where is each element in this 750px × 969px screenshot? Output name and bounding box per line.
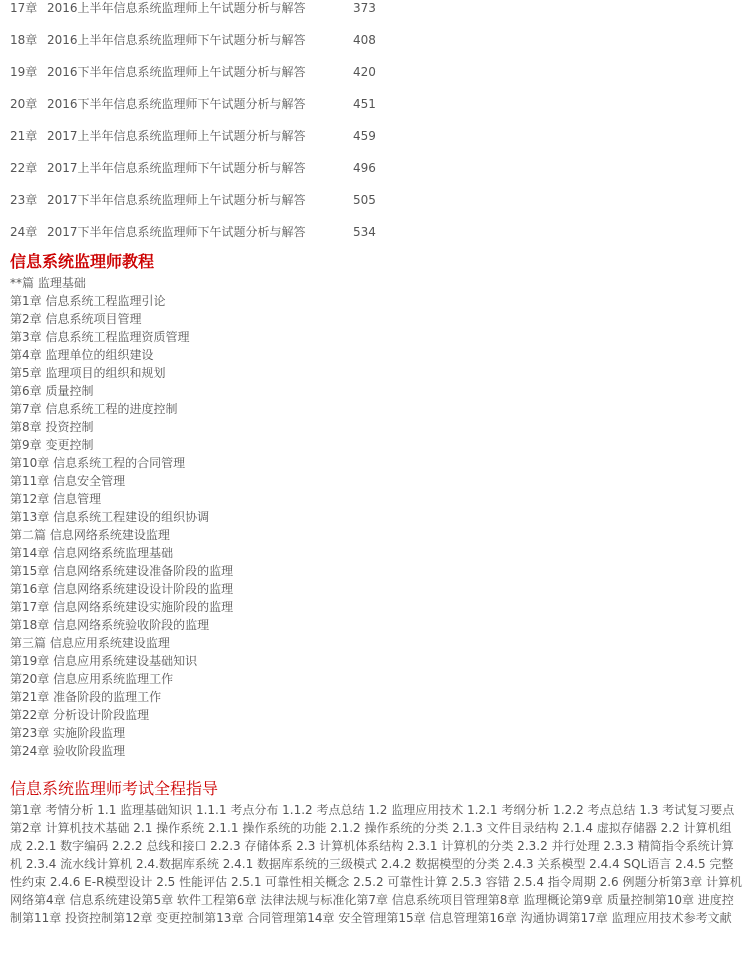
book1-list-item: 第17章 信息网络系统建设实施阶段的监理 <box>10 600 234 614</box>
toc-chapter-title: 2017下半年信息系统监理师上午试题分析与解答 <box>47 193 306 207</box>
toc-chapter-title: 2017上半年信息系统监理师上午试题分析与解答 <box>47 129 306 143</box>
book1-list-item: 第16章 信息网络系统建设设计阶段的监理 <box>10 582 234 596</box>
toc-chapter-number: 19章 <box>10 65 38 79</box>
document <box>10 0 742 927</box>
toc-chapter-number: 20章 <box>10 97 38 111</box>
book1-list-item: 第13章 信息系统工程建设的组织协调 <box>10 510 210 524</box>
book1-list-item: 第14章 信息网络系统监理基础 <box>10 546 174 560</box>
book1-list-item: 第11章 信息安全管理 <box>10 474 126 488</box>
book1-list-item: 第二篇 信息网络系统建设监理 <box>10 528 170 542</box>
toc-page-number: 373 <box>353 1 376 15</box>
toc-chapter-title: 2016下半年信息系统监理师上午试题分析与解答 <box>47 65 306 79</box>
book1-list-item: 第3章 信息系统工程监理资质管理 <box>10 330 190 344</box>
book2-section <box>10 779 742 927</box>
book1-list-item: 第10章 信息系统工程的合同管理 <box>10 456 186 470</box>
toc-chapter-number: 18章 <box>10 33 38 47</box>
book1-list-item: 第19章 信息应用系统建设基础知识 <box>10 654 198 668</box>
book1-list-item: 第8章 投资控制 <box>10 420 94 434</box>
toc-row <box>10 64 742 96</box>
book1-list-item: 第9章 变更控制 <box>10 438 94 452</box>
book1-list-item: 第21章 准备阶段的监理工作 <box>10 690 162 704</box>
book1-list-item: 第4章 监理单位的组织建设 <box>10 348 154 362</box>
toc-page-number: 420 <box>353 65 376 79</box>
toc-chapter-number: 17章 <box>10 1 38 15</box>
book1-list-item: 第5章 监理项目的组织和规划 <box>10 366 166 380</box>
toc-page-number: 408 <box>353 33 376 47</box>
toc-row <box>10 32 742 64</box>
toc-page-number: 459 <box>353 129 376 143</box>
toc-row <box>10 160 742 192</box>
book1-list-item: 第20章 信息应用系统监理工作 <box>10 672 174 686</box>
toc-chapter-title: 2017下半年信息系统监理师下午试题分析与解答 <box>47 225 306 239</box>
book1-title: 信息系统监理师教程 <box>10 252 155 271</box>
book1-list-item: 第2章 信息系统项目管理 <box>10 312 142 326</box>
book1-contents <box>10 274 742 760</box>
book2-title: 信息系统监理师考试全程指导 <box>10 779 219 798</box>
book1-list-item: 第1章 信息系统工程监理引论 <box>10 294 166 308</box>
toc-row <box>10 96 742 128</box>
toc-row <box>10 192 742 224</box>
book1-list-item: 第7章 信息系统工程的进度控制 <box>10 402 178 416</box>
toc-chapter-title: 2016下半年信息系统监理师下午试题分析与解答 <box>47 97 306 111</box>
toc-chapter-number: 24章 <box>10 225 38 239</box>
toc-row <box>10 128 742 160</box>
toc-chapter-title: 2017上半年信息系统监理师下午试题分析与解答 <box>47 161 306 175</box>
toc-chapter-number: 21章 <box>10 129 38 143</box>
toc-page-number: 451 <box>353 97 376 111</box>
toc-page-number: 534 <box>353 225 376 239</box>
toc-chapter-title: 2016上半年信息系统监理师上午试题分析与解答 <box>47 1 306 15</box>
toc-chapter-title: 2016上半年信息系统监理师下午试题分析与解答 <box>47 33 306 47</box>
toc-page-number: 505 <box>353 193 376 207</box>
book2-contents: 第1章 考情分析 1.1 监理基础知识 1.1.1 考点分布 1.1.2 考点总结 1.2 监理应用技术 1.2.1 考纲分析 1.2.2 考点总结 1.3 考试复习要点第2章 计算机技术基础 2.1 操作系统 2.1.1 操作系统的功能 2.1.2 操作系统的分类 2.1.3 文件目录结构 2.1.4 虚拟存储器 2.2 计算机组成 2.2.1 数字编码 2.2.2 总线和接口 2.2.3 存储体系 2.3 计算机体系结构 2.3.1 计算机的分类 2.3.2 并行处理 2.3.3 精简指令系统计算机 2.3.4 流水线计算机 2.4.数据库系统 2.4.1 数据库系统的三级模式 2.4.2 数据模型的分类 2.4.3 关系模型 2.4.4 SQL语言 2.4.5 完整性约束 2.4.6 E-R模型设计 2.5 性能评估 2.5.1 可靠性相关概念 2.5.2 可靠性计算 2.5.3 容错 2.5.4 指令周期 2.6 例题分析第3章 计算机网络第4章 信息系统建设第5章 软件工程第6章 法律法规与标准化第7章 信息系统项目管理第8章 监理概论第9章 质量控制第10章 进度控制第11章 投资控制第12章 变更控制第13章 合同管理第14章 安全管理第15章 信息管理第16章 沟通协调第17章 监理应用技术参考文献 <box>10 803 742 925</box>
book1-list-item: 第三篇 信息应用系统建设监理 <box>10 636 170 650</box>
book1-list-item: 第12章 信息管理 <box>10 492 102 506</box>
toc-chapter-number: 23章 <box>10 193 38 207</box>
book1-list-item: 第24章 验收阶段监理 <box>10 744 126 758</box>
toc-page-number: 496 <box>353 161 376 175</box>
book1-list-item: 第18章 信息网络系统验收阶段的监理 <box>10 618 210 632</box>
book1-list-item: 第6章 质量控制 <box>10 384 94 398</box>
exam-toc-list <box>10 0 742 256</box>
book1-list-item: 第22章 分析设计阶段监理 <box>10 708 150 722</box>
toc-chapter-number: 22章 <box>10 161 38 175</box>
toc-row <box>10 0 742 32</box>
book1-list-item: **篇 监理基础 <box>10 276 86 290</box>
book1-list-item: 第23章 实施阶段监理 <box>10 726 126 740</box>
book1-list-item: 第15章 信息网络系统建设准备阶段的监理 <box>10 564 234 578</box>
